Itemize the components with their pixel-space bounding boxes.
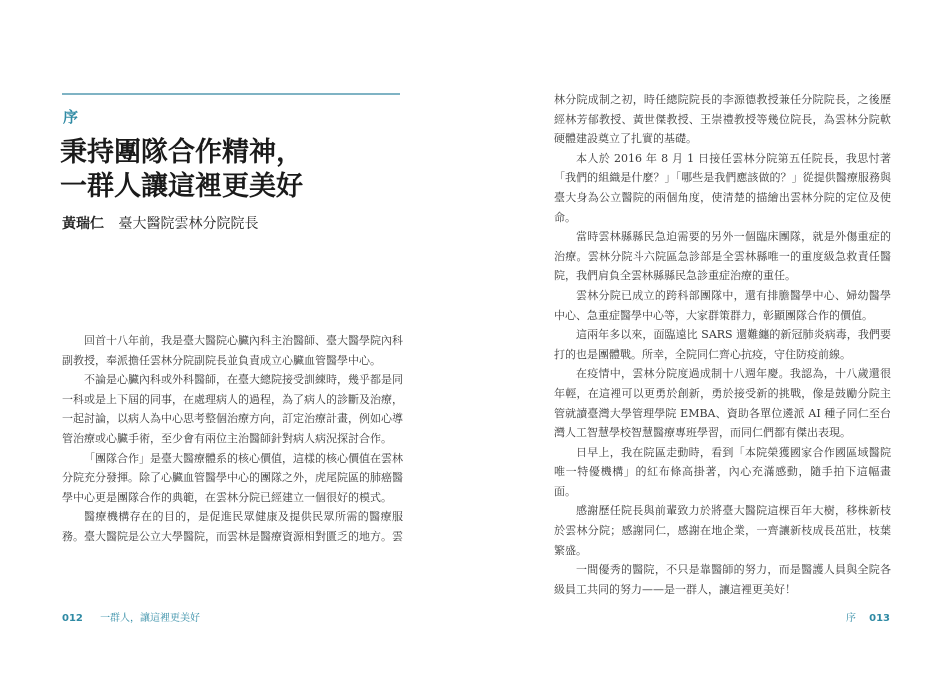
left-folio (62, 609, 200, 624)
author-line (62, 213, 258, 233)
left-body-text (62, 331, 403, 547)
author-name: 黃瑞仁 (62, 216, 104, 232)
page-title (60, 136, 400, 204)
left-page-number: 012 (62, 613, 83, 624)
right-running-head: 序 (845, 613, 856, 624)
right-folio (846, 609, 890, 624)
right-paragraph-3: 當時雲林縣縣民急迫需要的另外一個臨床團隊，就是外傷重症的治療。雲林分院斗六院區急診部是全雲林縣唯一的重度級急救責任醫院，我們肩負全雲林縣縣民急診重症治療的重任。 (554, 230, 891, 283)
section-rule (62, 93, 400, 95)
right-paragraph-6: 在疫情中，雲林分院度過成制十八週年慶。我認為，十八歲還很年輕，在這裡可以更勇於創新，勇於接受新的挑戰，像是鼓勵分院主管就讀臺灣大學管理學院 EMBA、資助各單位遴派 AI 種子同仁至台灣人工智慧學校智慧醫療專班學習，而同仁們都有傑出表現。 (554, 367, 891, 440)
section-label: 序 (63, 108, 79, 126)
author-title: 臺大醫院雲林分院院長 (118, 216, 259, 232)
left-paragraph-2: 不論是心臟內科或外科醫師，在臺大總院接受訓練時，幾乎都是同一科或是上下屆的同事，在處理病人的過程，為了病人的診斷及治療，一起討論，以病人為中心思考整個治療方向，訂定治療計畫，例如心導管治療或心臟手術，至少會有兩位主治醫師針對病人病況探討合作。 (62, 373, 403, 445)
right-body-text (554, 90, 891, 599)
right-paragraph-1: 林分院成制之初，時任總院院長的李源德教授兼任分院院長，之後歷經林芳郁教授、黃世傑教授、王崇禮教授等幾位院長，為雲林分院軟硬體建設奠立了扎實的基礎。 (554, 93, 891, 146)
right-paragraph-7: 日早上，我在院區走動時，看到「本院榮獲國家合作國區域醫院唯一特優機構」的紅布條高掛著，內心充滿感動，隨手拍下這幅畫面。 (554, 445, 891, 498)
right-paragraph-5: 這兩年多以來，面臨遠比 SARS 還難纏的新冠肺炎病毒，我們要打的也是團體戰。所幸，全院同仁齊心抗疫，守住防疫前線。 (554, 328, 891, 361)
right-paragraph-2: 本人於 2016 年 8 月 1 日接任雲林分院第五任院長，我思忖著「我們的組織是什麼？」「哪些是我們應該做的？」從提供醫療服務與臺大身為公立醫院的兩個角度，使清楚的描繪出雲林分院的定位及使命。 (554, 151, 891, 224)
right-paragraph-9: 一間優秀的醫院，不只是靠醫師的努力，而是醫護人員與全院各級員工共同的努力——是一群人，讓這裡更美好！ (554, 563, 891, 596)
right-page-number: 013 (869, 613, 890, 624)
left-paragraph-3: 「團隊合作」是臺大醫療體系的核心價值，這樣的核心價值在雲林分院充分發揮。除了心臟血管醫學中心的團隊之外，虎尾院區的肺癌醫學中心更是團隊合作的典範，在雲林分院已經建立一個很好的模式。 (62, 451, 403, 504)
left-paragraph-4: 醫療機構存在的目的，是促進民眾健康及提供民眾所需的醫療服務。臺大醫院是公立大學醫院，而雲林是醫療資源相對匱乏的地方。雲 (62, 510, 403, 543)
right-paragraph-4: 雲林分院已成立的跨科部團隊中，還有排膽醫學中心、婦幼醫學中心、急重症醫學中心等，大家群策群力，彰顯團隊合作的價值。 (554, 288, 891, 322)
title-line-1: 秉持團隊合作精神， (60, 137, 303, 168)
right-paragraph-8: 感謝歷任院長與前輩致力於將臺大醫院這棵百年大樹，移株新枝於雲林分院；感謝同仁，感謝在地企業，一齊讓新枝成長茁壯，枝葉繁盛。 (554, 504, 891, 557)
left-paragraph-1: 回首十八年前，我是臺大醫院心臟內科主治醫師、臺大醫學院內科副教授，奉派擔任雲林分院副院長並負責成立心臟血管醫學中心。 (62, 334, 403, 367)
left-running-head: 一群人，讓這裡更美好 (100, 613, 201, 624)
title-line-2: 一群人讓這裡更美好 (60, 171, 303, 202)
